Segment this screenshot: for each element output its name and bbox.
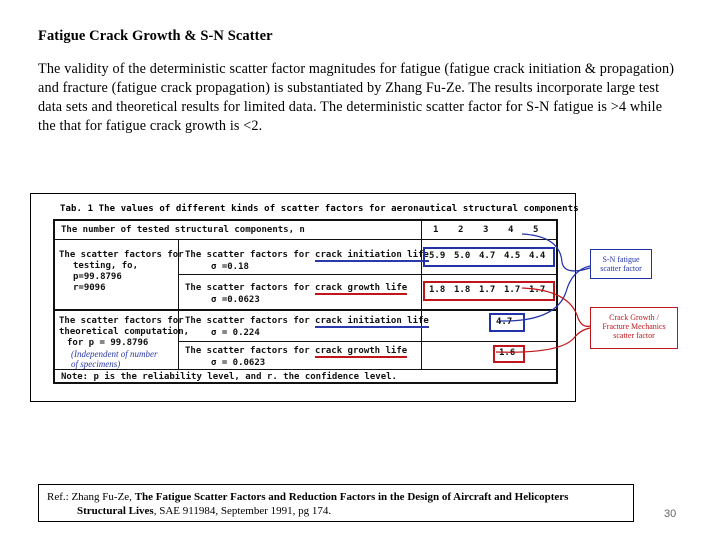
reference-box bbox=[38, 484, 634, 522]
n-value: 2 bbox=[458, 225, 464, 235]
group-theoretical-label: for p = 99.8796 bbox=[67, 338, 149, 348]
table-value: 4.4 bbox=[529, 251, 546, 261]
n-value: 1 bbox=[433, 225, 439, 235]
table-caption: Tab. 1 The values of different kinds of scatter factors for aeronautical structural components bbox=[60, 204, 579, 214]
reference-title: The Fatigue Scatter Factors and Reduction Factors in the Design of Aircraft and Helicopters bbox=[134, 491, 569, 503]
n-value: 5 bbox=[533, 225, 539, 235]
row-description: The scatter factors for crack growth life bbox=[185, 346, 408, 356]
handwritten-note: (Independent of number bbox=[71, 349, 158, 359]
row-sigma: σ =0.18 bbox=[211, 262, 249, 272]
group-testing-label: r=9096 bbox=[73, 283, 106, 293]
reference-title: Structural Lives bbox=[77, 505, 154, 517]
group-testing-label: The scatter factors for bbox=[59, 250, 184, 260]
scatter-factor-table bbox=[53, 219, 558, 384]
crack-growth-callout bbox=[590, 307, 678, 349]
reference-prefix: Ref.: Zhang Fu-Ze, bbox=[47, 491, 135, 503]
slide-title: Fatigue Crack Growth & S-N Scatter bbox=[38, 28, 273, 44]
handwritten-note: of specimens) bbox=[71, 359, 121, 369]
callout-text: Fracture Mechanics bbox=[602, 322, 666, 331]
callout-text: S-N fatigue bbox=[602, 255, 640, 264]
callout-text: scatter factor bbox=[613, 331, 655, 340]
row-description: The scatter factors for crack growth life bbox=[185, 283, 408, 293]
n-value: 4 bbox=[508, 225, 514, 235]
table-value: 1.7 bbox=[479, 285, 496, 295]
group-theoretical-label: theoretical computation, bbox=[59, 327, 190, 337]
reference-suffix: , SAE 911984, September 1991, pg 174. bbox=[153, 505, 332, 517]
table-value: 4.5 bbox=[504, 251, 521, 261]
row-description: The scatter factors for crack initiation life bbox=[185, 316, 429, 326]
table-footnote: Note: p is the reliability level, and r. the confidence level. bbox=[61, 372, 397, 382]
row-sigma: σ = 0.0623 bbox=[211, 358, 266, 368]
table-value: 1.6 bbox=[499, 348, 516, 358]
group-testing-label: p=99.8796 bbox=[73, 272, 122, 282]
table-value: 4.7 bbox=[496, 317, 513, 327]
sn-fatigue-callout bbox=[590, 249, 652, 279]
table-value: 4.7 bbox=[479, 251, 496, 261]
body-paragraph: The validity of the deterministic scatter factor magnitudes for fatigue (fatigue crack initiation & propagation) and fracture (fatigue crack propagation) is substantiated by Zhang Fu-Ze. The results incorporate large test data sets and theoretical results for limited data. The deterministic scatter factor for S-N fatigue is >4 while the that for fatigue crack growth is <2. bbox=[38, 61, 675, 134]
table-value: 1.8 bbox=[429, 285, 446, 295]
group-testing-label: testing, fo, bbox=[73, 261, 139, 271]
row-description: The scatter factors for crack initiation life bbox=[185, 250, 429, 260]
page-number: 30 bbox=[664, 508, 677, 520]
scanned-table-image bbox=[30, 193, 579, 402]
table-value: 1.8 bbox=[454, 285, 471, 295]
table-value: 5.0 bbox=[454, 251, 471, 261]
table-value: 1.7 bbox=[529, 285, 546, 295]
table-value: 1.7 bbox=[504, 285, 521, 295]
row-sigma: σ =0.0623 bbox=[211, 295, 260, 305]
n-value: 3 bbox=[483, 225, 489, 235]
table-value: 5.9 bbox=[429, 251, 446, 261]
callout-text: Crack Growth / bbox=[609, 313, 659, 322]
row-sigma: σ = 0.224 bbox=[211, 328, 260, 338]
callout-text: scatter factor bbox=[600, 264, 642, 273]
group-theoretical-label: The scatter factors for bbox=[59, 316, 184, 326]
header-label: The number of tested structural components, n bbox=[61, 225, 305, 235]
